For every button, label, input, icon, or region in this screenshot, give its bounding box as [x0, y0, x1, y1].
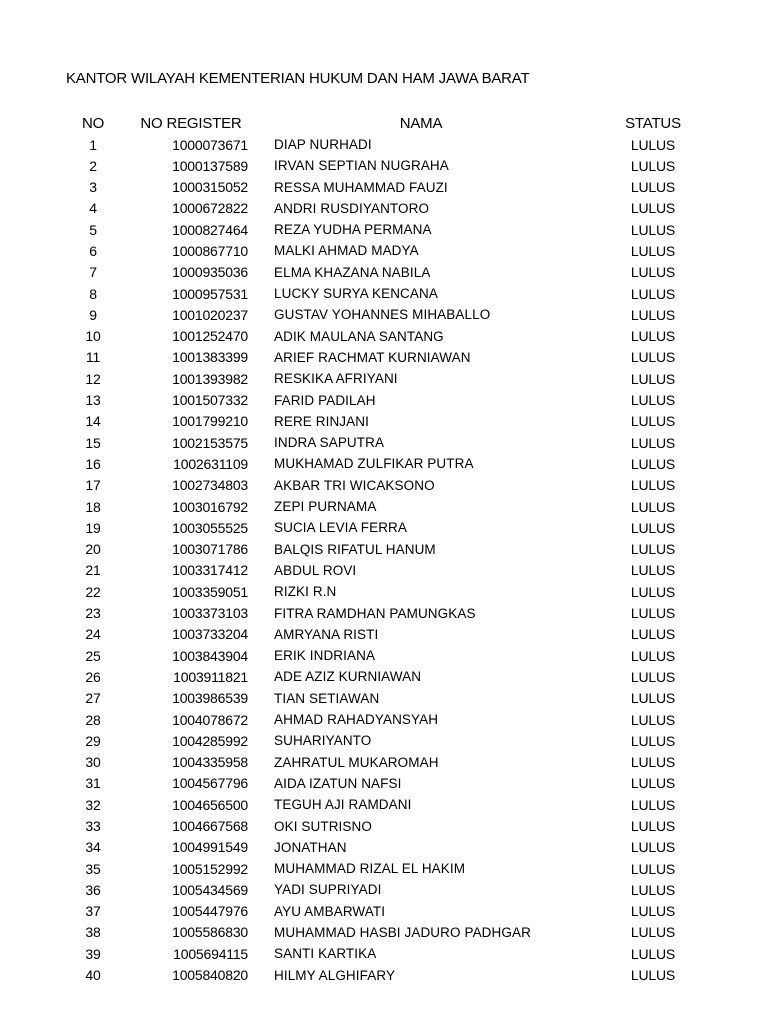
- participant-name: MUHAMMAD RIZAL EL HAKIM: [274, 861, 466, 877]
- table-row: [60, 666, 720, 687]
- register-number-cell: [126, 730, 256, 751]
- status-value: LULUS: [630, 690, 676, 707]
- participant-name-cell: [256, 837, 586, 858]
- register-number-cell: [126, 496, 256, 517]
- column-header-status: STATUS: [625, 114, 681, 132]
- participant-name-cell: [256, 943, 586, 964]
- register-number: 1000957531: [172, 285, 248, 302]
- register-number-cell: [126, 816, 256, 837]
- register-number: 1004567796: [172, 775, 248, 792]
- register-number: 1000867710: [172, 242, 248, 259]
- register-number: 1004335958: [172, 754, 248, 771]
- table-row: [60, 794, 720, 815]
- row-number: 15: [85, 434, 101, 451]
- participant-name: INDRA SAPUTRA: [274, 435, 385, 451]
- table-row: [60, 922, 720, 943]
- row-number: 10: [85, 328, 101, 345]
- register-number-cell: [126, 262, 256, 283]
- table-row: [60, 155, 720, 176]
- register-number: 1003733204: [172, 626, 248, 643]
- register-number: 1004285992: [172, 732, 248, 749]
- participant-name-cell: [256, 624, 586, 645]
- participant-name: REZA YUDHA PERMANA: [274, 222, 432, 238]
- row-number: 33: [85, 818, 101, 834]
- status-value: LULUS: [630, 157, 676, 174]
- table-row: [60, 837, 720, 858]
- register-number: 1003055525: [172, 519, 248, 536]
- register-number-cell: [126, 879, 256, 900]
- row-number: 2: [89, 157, 97, 174]
- participant-name-cell: [256, 922, 586, 943]
- participant-name-cell: [256, 794, 586, 815]
- register-number-cell: [126, 155, 256, 176]
- participant-name: MALKI AHMAD MADYA: [274, 243, 419, 259]
- status-value: LULUS: [630, 285, 676, 302]
- register-number-cell: [126, 837, 256, 858]
- row-number: 16: [85, 455, 101, 472]
- register-number: 1003911821: [173, 668, 248, 685]
- register-number: 1005586830: [172, 924, 248, 941]
- table-row: [60, 134, 720, 155]
- row-number: 17: [85, 477, 101, 494]
- register-number-cell: [126, 539, 256, 560]
- participant-name: SUHARIYANTO: [274, 733, 372, 749]
- participant-name-cell: [256, 901, 586, 922]
- register-number: 1000672822: [172, 200, 248, 217]
- participant-name: DIAP NURHADI: [274, 137, 372, 152]
- register-number: 1003071786: [172, 541, 248, 558]
- status-value: LULUS: [630, 455, 676, 472]
- participant-name: OKI SUTRISNO: [274, 818, 372, 834]
- table-row: [60, 965, 720, 986]
- row-number: 7: [89, 264, 97, 281]
- status-value: LULUS: [630, 668, 676, 685]
- column-header-name: NAMA: [399, 114, 443, 132]
- participant-name-cell: [256, 688, 586, 709]
- row-number: 30: [85, 754, 101, 771]
- participant-name: AHMAD RAHADYANSYAH: [274, 712, 439, 728]
- row-number: 6: [89, 242, 97, 259]
- participant-name-cell: [256, 326, 586, 347]
- register-number-cell: [126, 219, 256, 240]
- register-number-cell: [126, 283, 256, 304]
- participant-name-cell: [256, 155, 586, 176]
- row-number: 28: [85, 711, 101, 728]
- status-value: LULUS: [630, 221, 676, 238]
- participant-name: RESSA MUHAMMAD FAUZI: [274, 179, 448, 195]
- register-number-cell: [126, 134, 256, 155]
- register-number-cell: [126, 901, 256, 922]
- table-row: [60, 581, 720, 602]
- register-number: 1000315052: [172, 179, 248, 196]
- row-number: 24: [85, 626, 101, 643]
- participant-name: ABDUL ROVI: [274, 562, 357, 578]
- header-row: [60, 112, 720, 134]
- register-number-cell: [126, 304, 256, 325]
- table-header: [60, 112, 720, 134]
- status-value: LULUS: [630, 349, 676, 366]
- participant-name: FITRA RAMDHAN PAMUNGKAS: [274, 605, 476, 621]
- status-value: LULUS: [630, 200, 676, 217]
- register-number-cell: [126, 198, 256, 219]
- register-number-cell: [126, 922, 256, 943]
- participant-name: AYU AMBARWATI: [274, 903, 386, 919]
- register-number-cell: [126, 773, 256, 794]
- participant-name-cell: [256, 581, 586, 602]
- status-value: LULUS: [630, 945, 676, 962]
- register-number: 1003373103: [172, 605, 248, 622]
- participant-name: ADIK MAULANA SANTANG: [274, 328, 444, 344]
- row-number: 32: [85, 796, 101, 813]
- register-number: 1000827464: [172, 221, 248, 238]
- status-value: LULUS: [630, 860, 676, 877]
- status-value: LULUS: [630, 136, 676, 153]
- participant-name: MUKHAMAD ZULFIKAR PUTRA: [274, 456, 474, 472]
- status-value: LULUS: [630, 264, 676, 281]
- table-row: [60, 603, 720, 624]
- row-number: 38: [85, 924, 101, 941]
- register-number: 1004656500: [172, 796, 248, 813]
- register-number: 1005694115: [173, 945, 248, 962]
- register-number-cell: [126, 943, 256, 964]
- status-value: LULUS: [630, 605, 676, 622]
- table-row: [60, 326, 720, 347]
- status-value: LULUS: [630, 413, 676, 430]
- register-number: 1001507332: [172, 392, 248, 409]
- table-row: [60, 901, 720, 922]
- status-value: LULUS: [630, 583, 676, 600]
- table-row: [60, 240, 720, 261]
- row-number: 3: [89, 179, 97, 196]
- status-value: LULUS: [630, 498, 676, 515]
- participant-name-cell: [256, 262, 586, 283]
- participant-name: ADE AZIZ KURNIAWAN: [274, 669, 422, 685]
- table-row: [60, 177, 720, 198]
- table-row: [60, 560, 720, 581]
- register-number-cell: [126, 666, 256, 687]
- participant-name: AMRYANA RISTI: [274, 626, 379, 642]
- table-row: [60, 198, 720, 219]
- participant-name-cell: [256, 965, 586, 986]
- participant-name-cell: [256, 560, 586, 581]
- row-number: 5: [89, 221, 97, 238]
- row-number: 9: [89, 306, 97, 323]
- register-number-cell: [126, 624, 256, 645]
- row-number: 13: [85, 392, 101, 409]
- register-number: 1001393982: [172, 370, 248, 387]
- register-number: 1005840820: [172, 967, 248, 984]
- table-row: [60, 645, 720, 666]
- participant-name-cell: [256, 666, 586, 687]
- status-value: LULUS: [630, 711, 676, 728]
- row-number: 39: [85, 945, 101, 962]
- participant-name: SANTI KARTIKA: [274, 946, 377, 962]
- status-value: LULUS: [630, 242, 676, 259]
- participant-name-cell: [256, 752, 586, 773]
- row-number: 27: [85, 690, 101, 707]
- row-number: 20: [85, 541, 101, 558]
- participant-name-cell: [256, 240, 586, 261]
- register-number: 1003016792: [172, 498, 248, 515]
- participant-name: ELMA KHAZANA NABILA: [274, 264, 431, 280]
- column-header-register: NO REGISTER: [140, 114, 242, 132]
- register-number-cell: [126, 858, 256, 879]
- table-row: [60, 262, 720, 283]
- table-row: [60, 283, 720, 304]
- participant-name: FARID PADILAH: [274, 392, 376, 408]
- register-number: 1002153575: [172, 434, 248, 451]
- table-row: [60, 688, 720, 709]
- participant-name-cell: [256, 411, 586, 432]
- participant-name-cell: [256, 390, 586, 411]
- participant-name-cell: [256, 177, 586, 198]
- register-number-cell: [126, 411, 256, 432]
- status-value: LULUS: [630, 818, 676, 834]
- row-number: 11: [85, 349, 101, 366]
- table-row: [60, 816, 720, 837]
- row-number: 36: [85, 881, 101, 898]
- register-number: 1004667568: [172, 818, 248, 834]
- status-value: LULUS: [630, 541, 676, 558]
- participant-name: ZEPI PURNAMA: [274, 499, 377, 515]
- table-row: [60, 773, 720, 794]
- register-number: 1004991549: [172, 839, 248, 856]
- register-number-cell: [126, 475, 256, 496]
- participant-name: RIZKI R.N: [274, 584, 337, 600]
- table-row: [60, 730, 720, 751]
- table-row: [60, 943, 720, 964]
- participant-name-cell: [256, 283, 586, 304]
- participant-name: IRVAN SEPTIAN NUGRAHA: [274, 158, 449, 174]
- status-value: LULUS: [630, 306, 676, 323]
- row-number: 23: [85, 605, 101, 622]
- row-number: 25: [85, 647, 101, 664]
- participant-name: SUCIA LEVIA FERRA: [274, 520, 407, 536]
- status-value: LULUS: [630, 179, 676, 196]
- row-number: 1: [89, 136, 97, 153]
- table-row: [60, 879, 720, 900]
- participant-name: AKBAR TRI WICAKSONO: [274, 477, 435, 493]
- status-value: LULUS: [630, 519, 676, 536]
- participant-name: ANDRI RUSDIYANTORO: [274, 200, 430, 216]
- table-row: [60, 624, 720, 645]
- participant-name: TEGUH AJI RAMDANI: [274, 797, 412, 813]
- participant-name-cell: [256, 858, 586, 879]
- document-title: KANTOR WILAYAH KEMENTERIAN HUKUM DAN HAM JAWA BARAT: [66, 70, 530, 87]
- register-number: 1004078672: [172, 711, 248, 728]
- register-number: 1002734803: [172, 477, 248, 494]
- participant-name-cell: [256, 709, 586, 730]
- results-table: [60, 112, 720, 986]
- row-number: 34: [85, 839, 101, 856]
- register-number: 1005434569: [172, 881, 248, 898]
- table-body: [60, 134, 720, 986]
- table-row: [60, 517, 720, 538]
- table-row: [60, 304, 720, 325]
- participant-name-cell: [256, 517, 586, 538]
- status-value: LULUS: [630, 754, 676, 771]
- participant-name-cell: [256, 432, 586, 453]
- status-value: LULUS: [630, 732, 676, 749]
- register-number-cell: [126, 603, 256, 624]
- register-number-cell: [126, 794, 256, 815]
- register-number: 1001383399: [172, 349, 248, 366]
- register-number: 1003359051: [172, 583, 248, 600]
- status-value: LULUS: [630, 881, 676, 898]
- register-number: 1001020237: [172, 306, 248, 323]
- table-row: [60, 475, 720, 496]
- register-number: 1001799210: [172, 413, 248, 430]
- participant-name: GUSTAV YOHANNES MIHABALLO: [274, 307, 491, 323]
- table-row: [60, 411, 720, 432]
- row-number: 29: [85, 732, 101, 749]
- status-value: LULUS: [630, 434, 676, 451]
- table-row: [60, 390, 720, 411]
- register-number-cell: [126, 326, 256, 347]
- status-value: LULUS: [630, 370, 676, 387]
- status-value: LULUS: [630, 967, 676, 984]
- participant-name-cell: [256, 304, 586, 325]
- register-number: 1000935036: [172, 264, 248, 281]
- register-number-cell: [126, 752, 256, 773]
- participant-name: LUCKY SURYA KENCANA: [274, 286, 438, 302]
- register-number-cell: [126, 517, 256, 538]
- table-row: [60, 496, 720, 517]
- participant-name-cell: [256, 453, 586, 474]
- participant-name-cell: [256, 645, 586, 666]
- register-number: 1005152992: [172, 860, 248, 877]
- status-value: LULUS: [630, 796, 676, 813]
- status-value: LULUS: [630, 626, 676, 643]
- status-value: LULUS: [630, 328, 676, 345]
- table-row: [60, 752, 720, 773]
- table-row: [60, 858, 720, 879]
- participant-name: ERIK INDRIANA: [274, 648, 376, 664]
- table-row: [60, 432, 720, 453]
- participant-name-cell: [256, 603, 586, 624]
- participant-name: HILMY ALGHIFARY: [274, 967, 396, 983]
- participant-name: TIAN SETIAWAN: [274, 690, 380, 706]
- register-number-cell: [126, 965, 256, 986]
- register-number-cell: [126, 432, 256, 453]
- participant-name-cell: [256, 368, 586, 389]
- status-value: LULUS: [630, 775, 676, 792]
- participant-name: RESKIKA AFRIYANI: [274, 371, 398, 387]
- participant-name-cell: [256, 730, 586, 751]
- register-number-cell: [126, 709, 256, 730]
- register-number: 1001252470: [172, 328, 248, 345]
- register-number-cell: [126, 240, 256, 261]
- participant-name-cell: [256, 134, 586, 155]
- row-number: 14: [85, 413, 101, 430]
- register-number: 1000073671: [172, 136, 248, 153]
- register-number-cell: [126, 368, 256, 389]
- participant-name: ZAHRATUL MUKAROMAH: [274, 754, 439, 770]
- register-number-cell: [126, 581, 256, 602]
- table-row: [60, 347, 720, 368]
- table-row: [60, 219, 720, 240]
- register-number: 1003986539: [172, 690, 248, 707]
- register-number-cell: [126, 688, 256, 709]
- participant-name-cell: [256, 816, 586, 837]
- table-row: [60, 368, 720, 389]
- register-number: 1003843904: [172, 647, 248, 664]
- participant-name-cell: [256, 219, 586, 240]
- status-value: LULUS: [630, 647, 676, 664]
- register-number-cell: [126, 177, 256, 198]
- participant-name-cell: [256, 347, 586, 368]
- participant-name: YADI SUPRIYADI: [274, 882, 382, 898]
- register-number-cell: [126, 453, 256, 474]
- participant-name: MUHAMMAD HASBI JADURO PADHGAR: [274, 924, 531, 940]
- participant-name-cell: [256, 198, 586, 219]
- column-header-no: NO: [81, 114, 105, 132]
- row-number: 35: [85, 860, 101, 877]
- row-number: 18: [85, 498, 101, 515]
- row-number: 37: [85, 903, 101, 920]
- row-number: 19: [85, 519, 101, 536]
- status-value: LULUS: [630, 903, 676, 920]
- register-number: 1000137589: [172, 157, 248, 174]
- participant-name-cell: [256, 539, 586, 560]
- participant-name-cell: [256, 773, 586, 794]
- register-number-cell: [126, 390, 256, 411]
- register-number-cell: [126, 560, 256, 581]
- register-number: 1003317412: [172, 562, 248, 579]
- participant-name: RERE RINJANI: [274, 413, 369, 429]
- status-value: LULUS: [630, 924, 676, 941]
- register-number-cell: [126, 645, 256, 666]
- participant-name: ARIEF RACHMAT KURNIAWAN: [274, 349, 471, 365]
- status-value: LULUS: [630, 392, 676, 409]
- row-number: 8: [89, 285, 97, 302]
- participant-name: AIDA IZATUN NAFSI: [274, 775, 402, 791]
- participant-name-cell: [256, 496, 586, 517]
- row-number: 22: [85, 583, 101, 600]
- status-value: LULUS: [630, 839, 676, 856]
- participant-name-cell: [256, 475, 586, 496]
- table-row: [60, 453, 720, 474]
- register-number: 1002631109: [173, 455, 248, 472]
- participant-name-cell: [256, 879, 586, 900]
- row-number: 21: [85, 562, 101, 579]
- row-number: 12: [85, 370, 101, 387]
- table-row: [60, 709, 720, 730]
- participant-name: JONATHAN: [274, 839, 347, 855]
- row-number: 40: [85, 967, 101, 984]
- row-number: 4: [89, 200, 97, 217]
- status-value: LULUS: [630, 562, 676, 579]
- register-number: 1005447976: [172, 903, 248, 920]
- row-number: 31: [85, 775, 101, 792]
- table-row: [60, 539, 720, 560]
- status-value: LULUS: [630, 477, 676, 494]
- participant-name: BALQIS RIFATUL HANUM: [274, 541, 436, 557]
- row-number: 26: [85, 668, 101, 685]
- register-number-cell: [126, 347, 256, 368]
